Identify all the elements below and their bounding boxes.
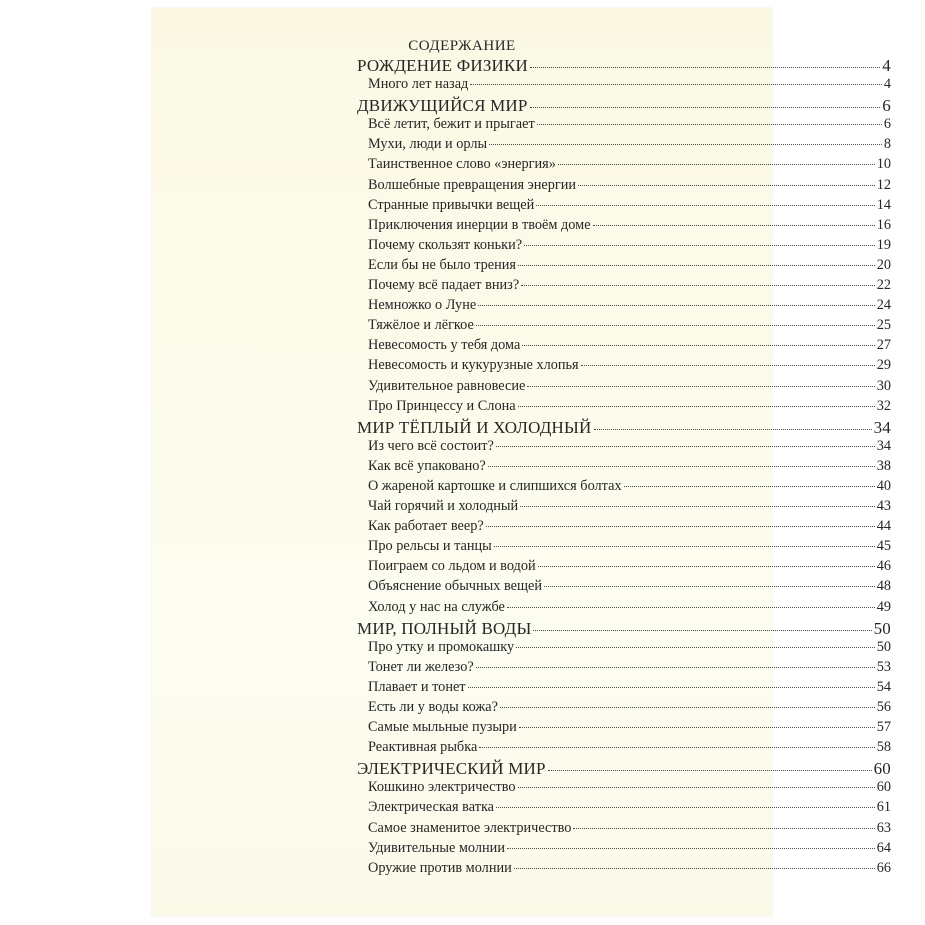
entry-title: Про утку и промокашку xyxy=(368,638,515,655)
entry-title: Невесомость и кукурузные хлопья xyxy=(368,357,579,374)
entry-page-number: 4 xyxy=(882,56,891,75)
entry-title: О жареной картошке и слипшихся болтах xyxy=(368,477,622,494)
entry-title: Как всё упаковано? xyxy=(368,457,486,474)
entry-title: Всё летит, бежит и прыгает xyxy=(368,116,535,133)
dot-leader xyxy=(558,164,875,165)
entry-page-number: 10 xyxy=(876,156,891,173)
dot-leader xyxy=(536,205,874,206)
toc-section-entry xyxy=(357,759,891,779)
dot-leader xyxy=(500,707,875,708)
toc-entry xyxy=(357,599,891,619)
toc-entry xyxy=(357,136,891,156)
entry-page-number: 66 xyxy=(876,859,891,876)
dot-leader xyxy=(478,305,875,306)
entry-page-number: 45 xyxy=(876,538,891,555)
entry-title: Удивительные молнии xyxy=(368,839,505,856)
entry-title: Приключения инерции в твоём доме xyxy=(368,216,591,233)
entry-title: Тонет ли железо? xyxy=(368,658,474,675)
dot-leader xyxy=(524,245,875,246)
toc-entry xyxy=(357,799,891,819)
dot-leader xyxy=(573,828,874,829)
toc-entry xyxy=(357,779,891,799)
entry-title: Чай горячий и холодный xyxy=(368,498,519,515)
toc-entry xyxy=(357,699,891,719)
toc-entry xyxy=(357,317,891,337)
toc-entry xyxy=(357,860,891,880)
dot-leader xyxy=(521,285,875,286)
toc-entry xyxy=(357,458,891,478)
entry-title: Удивительное равновесие xyxy=(368,377,526,394)
entry-title: ДВИЖУЩИЙСЯ МИР xyxy=(357,96,528,116)
toc-entry xyxy=(357,398,891,418)
entry-title: Тяжёлое и лёгкое xyxy=(368,317,474,334)
toc-entry xyxy=(357,498,891,518)
dot-leader xyxy=(538,566,875,567)
dot-leader xyxy=(476,325,875,326)
dot-leader xyxy=(518,265,875,266)
toc-entry xyxy=(357,840,891,860)
toc-entry xyxy=(357,237,891,257)
entry-page-number: 8 xyxy=(883,136,891,153)
entry-page-number: 14 xyxy=(876,196,891,213)
entry-title: Таинственное слово «энергия» xyxy=(368,156,556,173)
table-of-contents xyxy=(357,56,891,880)
entry-title: Из чего всё состоит? xyxy=(368,437,494,454)
entry-title: Как работает веер? xyxy=(368,518,484,535)
toc-entry xyxy=(357,518,891,538)
entry-title: ЭЛЕКТРИЧЕСКИЙ МИР xyxy=(357,759,546,779)
entry-title: МИР ТЁПЛЫЙ И ХОЛОДНЫЙ xyxy=(357,417,592,437)
dot-leader xyxy=(530,67,880,68)
entry-page-number: 58 xyxy=(876,739,891,756)
dot-leader xyxy=(522,345,874,346)
toc-entry xyxy=(357,478,891,498)
dot-leader xyxy=(594,429,872,430)
entry-page-number: 30 xyxy=(876,377,891,394)
entry-title: Объяснение обычных вещей xyxy=(368,578,542,595)
dot-leader xyxy=(507,848,875,849)
dot-leader xyxy=(593,225,875,226)
dot-leader xyxy=(537,124,882,125)
dot-leader xyxy=(624,486,875,487)
dot-leader xyxy=(479,747,874,748)
toc-entry xyxy=(357,76,891,96)
toc-entry xyxy=(357,177,891,197)
entry-page-number: 60 xyxy=(876,779,891,796)
dot-leader xyxy=(518,787,875,788)
toc-entry xyxy=(357,719,891,739)
dot-leader xyxy=(514,868,875,869)
entry-page-number: 63 xyxy=(876,819,891,836)
entry-page-number: 61 xyxy=(876,799,891,816)
toc-entry xyxy=(357,578,891,598)
entry-title: Поиграем со льдом и водой xyxy=(368,558,536,575)
entry-title: Реактивная рыбка xyxy=(368,739,478,756)
book-page xyxy=(152,8,891,916)
entry-page-number: 38 xyxy=(876,457,891,474)
entry-title: РОЖДЕНИЕ ФИЗИКИ xyxy=(357,56,529,75)
dot-leader xyxy=(520,506,875,507)
entry-title: Самые мыльные пузыри xyxy=(368,719,517,736)
entry-title: Оружие против молнии xyxy=(368,859,512,876)
toc-entry xyxy=(357,820,891,840)
entry-title: Много лет назад xyxy=(368,76,469,93)
entry-page-number: 32 xyxy=(876,397,891,414)
entry-title: Волшебные превращения энергии xyxy=(368,176,577,193)
toc-section-entry xyxy=(357,96,891,116)
entry-page-number: 29 xyxy=(876,357,891,374)
entry-page-number: 34 xyxy=(873,417,891,437)
dot-leader xyxy=(488,466,875,467)
entry-page-number: 22 xyxy=(876,277,891,294)
dot-leader xyxy=(496,807,875,808)
entry-page-number: 25 xyxy=(876,317,891,334)
entry-title: Мухи, люди и орлы xyxy=(368,136,488,153)
entry-page-number: 27 xyxy=(876,337,891,354)
dot-leader xyxy=(544,586,875,587)
toc-entry xyxy=(357,197,891,217)
entry-title: Самое знаменитое электричество xyxy=(368,819,572,836)
entry-page-number: 19 xyxy=(876,236,891,253)
toc-entry xyxy=(357,217,891,237)
entry-page-number: 46 xyxy=(876,558,891,575)
entry-page-number: 44 xyxy=(876,518,891,535)
dot-leader xyxy=(533,630,871,631)
toc-entry xyxy=(357,257,891,277)
entry-page-number: 16 xyxy=(876,216,891,233)
entry-title: Немножко о Луне xyxy=(368,297,477,314)
entry-page-number: 53 xyxy=(876,658,891,675)
toc-entry xyxy=(357,116,891,136)
entry-page-number: 50 xyxy=(873,618,891,638)
toc-entry xyxy=(357,357,891,377)
entry-title: Странные привычки вещей xyxy=(368,196,535,213)
entry-page-number: 60 xyxy=(873,759,891,779)
entry-page-number: 6 xyxy=(882,96,891,116)
entry-title: Плавает и тонет xyxy=(368,678,466,695)
dot-leader xyxy=(496,446,875,447)
dot-leader xyxy=(578,185,875,186)
toc-entry xyxy=(357,679,891,699)
entry-page-number: 4 xyxy=(883,76,891,93)
dot-leader xyxy=(470,84,882,85)
entry-page-number: 40 xyxy=(876,477,891,494)
dot-leader xyxy=(518,406,875,407)
toc-section-entry xyxy=(357,56,891,76)
entry-page-number: 43 xyxy=(876,498,891,515)
entry-title: Есть ли у воды кожа? xyxy=(368,699,498,715)
toc-entry xyxy=(357,156,891,176)
toc-entry xyxy=(357,438,891,458)
toc-entry xyxy=(357,538,891,558)
entry-title: Невесомость у тебя дома xyxy=(368,337,521,354)
entry-title: Почему всё падает вниз? xyxy=(368,277,520,294)
toc-entry xyxy=(357,297,891,317)
dot-leader xyxy=(527,386,874,387)
dot-leader xyxy=(486,526,875,527)
toc-entry xyxy=(357,739,891,759)
entry-title: Электрическая ватка xyxy=(368,799,495,816)
dot-leader xyxy=(516,647,875,648)
page-title: СОДЕРЖАНИЕ xyxy=(408,38,516,54)
dot-leader xyxy=(476,667,875,668)
dot-leader xyxy=(581,365,875,366)
toc-entry xyxy=(357,378,891,398)
entry-page-number: 24 xyxy=(876,297,891,314)
dot-leader xyxy=(494,546,875,547)
entry-page-number: 56 xyxy=(876,699,891,715)
toc-section-entry xyxy=(357,619,891,639)
entry-title: Кошкино электричество xyxy=(368,779,516,796)
entry-title: Холод у нас на службе xyxy=(368,598,505,615)
entry-title: Если бы не было трения xyxy=(368,256,516,273)
entry-page-number: 50 xyxy=(876,638,891,655)
entry-page-number: 6 xyxy=(883,116,891,133)
dot-leader xyxy=(507,607,875,608)
toc-entry xyxy=(357,277,891,297)
toc-entry xyxy=(357,639,891,659)
entry-title: Про Принцессу и Слона xyxy=(368,397,516,414)
entry-title: Про рельсы и танцы xyxy=(368,538,492,555)
toc-section-entry xyxy=(357,418,891,438)
entry-page-number: 49 xyxy=(876,598,891,615)
entry-page-number: 12 xyxy=(876,176,891,193)
entry-page-number: 20 xyxy=(876,256,891,273)
entry-page-number: 48 xyxy=(876,578,891,595)
entry-page-number: 64 xyxy=(876,839,891,856)
toc-entry xyxy=(357,558,891,578)
dot-leader xyxy=(548,770,872,771)
entry-page-number: 34 xyxy=(876,437,891,454)
toc-entry xyxy=(357,659,891,679)
entry-page-number: 54 xyxy=(876,678,891,695)
dot-leader xyxy=(489,144,882,145)
toc-entry xyxy=(357,337,891,357)
entry-page-number: 57 xyxy=(876,719,891,736)
entry-title: Почему скользят коньки? xyxy=(368,236,523,253)
dot-leader xyxy=(519,727,875,728)
dot-leader xyxy=(530,107,881,108)
entry-title: МИР, ПОЛНЫЙ ВОДЫ xyxy=(357,618,532,638)
dot-leader xyxy=(468,687,875,688)
